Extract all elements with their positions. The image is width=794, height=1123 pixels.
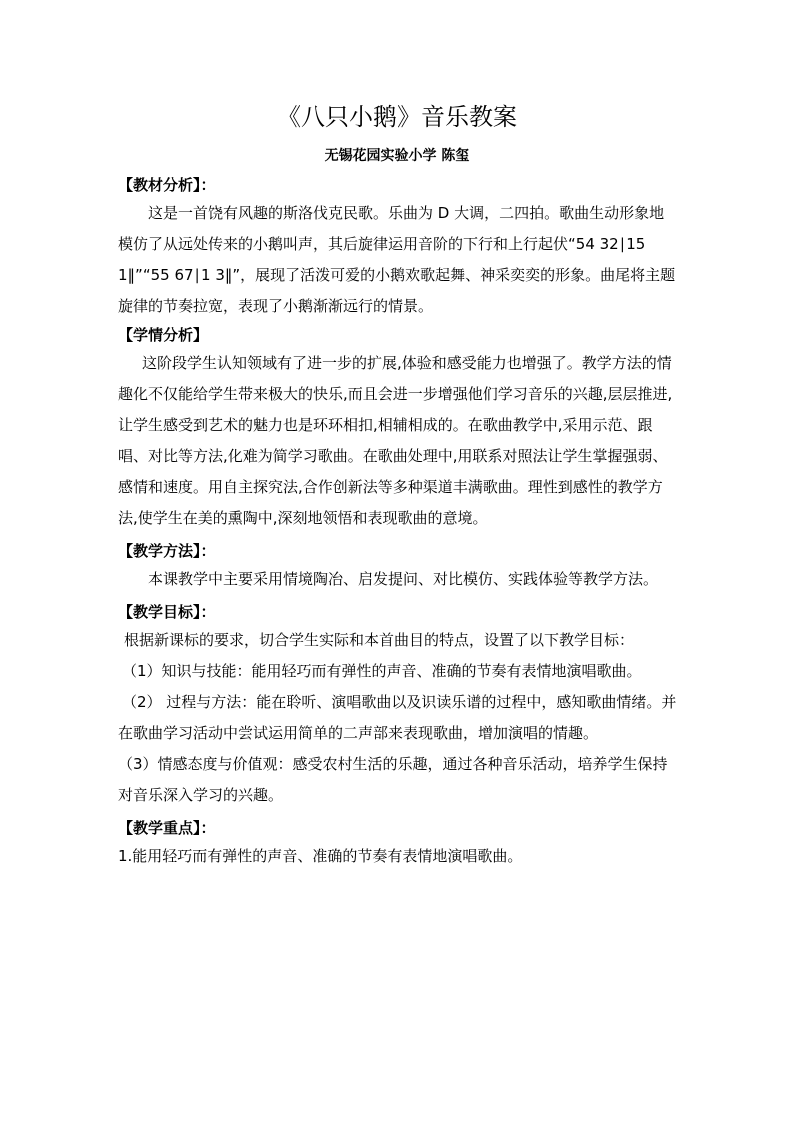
teaching-focus-item: 1.能用轻巧而有弹性的声音、准确的节奏有表情地演唱歌曲。 [118, 847, 523, 865]
teaching-methods-text: 本课教学中主要采用情境陶冶、启发提问、对比模仿、实践体验等教学方法。 [148, 570, 659, 588]
heading-teaching-focus: 【教学重点】： [118, 819, 216, 837]
document-title: 《八只小鹅》音乐教案 [277, 103, 517, 131]
teaching-goal-item: （3）情感态度与价值观：感受农村生活的乐趣，通过各种音乐活动，培养学生保持对音乐深入学习的兴趣。 [118, 755, 668, 804]
student-analysis-text: 这阶段学生认知领域有了进一步的扩展,体验和感受能力也增强了。教学方法的情趣化不仅能给学生带来极大的快乐,而且会进一步增强他们学习音乐的兴趣,层层推进,让学生感受到艺术的魅力也是环环相扣,相辅相成的。在歌曲教学中,采用示范、跟唱、对比等方法,化难为简学习歌曲。在歌曲处理中,用联系对照法让学生掌握强弱、感情和速度。用自主探究法,合作创新法等多种渠道丰满歌曲。理性到感性的教学方法,使学生在美的熏陶中,深刻地领悟和表现歌曲的意境。 [118, 354, 673, 527]
teaching-goal-item: （2） 过程与方法：能在聆听、演唱歌曲以及识读乐谱的过程中，感知歌曲情绪。并在歌曲学习活动中尝试运用简单的二声部来表现歌曲，增加演唱的情趣。 [118, 693, 677, 742]
heading-teaching-goals: 【教学目标】： [118, 603, 216, 621]
document-body [118, 172, 678, 872]
teaching-goal-item: （1）知识与技能：能用轻巧而有弹性的声音、准确的节奏有表情地演唱歌曲。 [122, 662, 642, 680]
material-analysis-text: 这是一首饶有风趣的斯洛伐克民歌。乐曲为 D 大调，二四拍。歌曲生动形象地模仿了从远处传来的小鹅叫声，其后旋律运用音阶的下行和上行起伏“54 32∣15 1‖”“55 67∣1 3‖”，展现了活泼可爱的小鹅欢歌起舞、神采奕奕的形象。曲尾将主题旋律的节奏拉宽，表现了小鹅渐渐远行的情景。 [118, 204, 676, 315]
teaching-goals-intro: 根据新课标的要求，切合学生实际和本首曲目的特点，设置了以下教学目标： [124, 631, 635, 649]
heading-student-analysis: 【学情分析】 [118, 326, 209, 344]
heading-teaching-methods: 【教学方法】： [118, 542, 216, 560]
author-line: 无锡花园实验小学 陈玺 [324, 148, 470, 164]
heading-material-analysis: 【教材分析】： [118, 176, 216, 194]
